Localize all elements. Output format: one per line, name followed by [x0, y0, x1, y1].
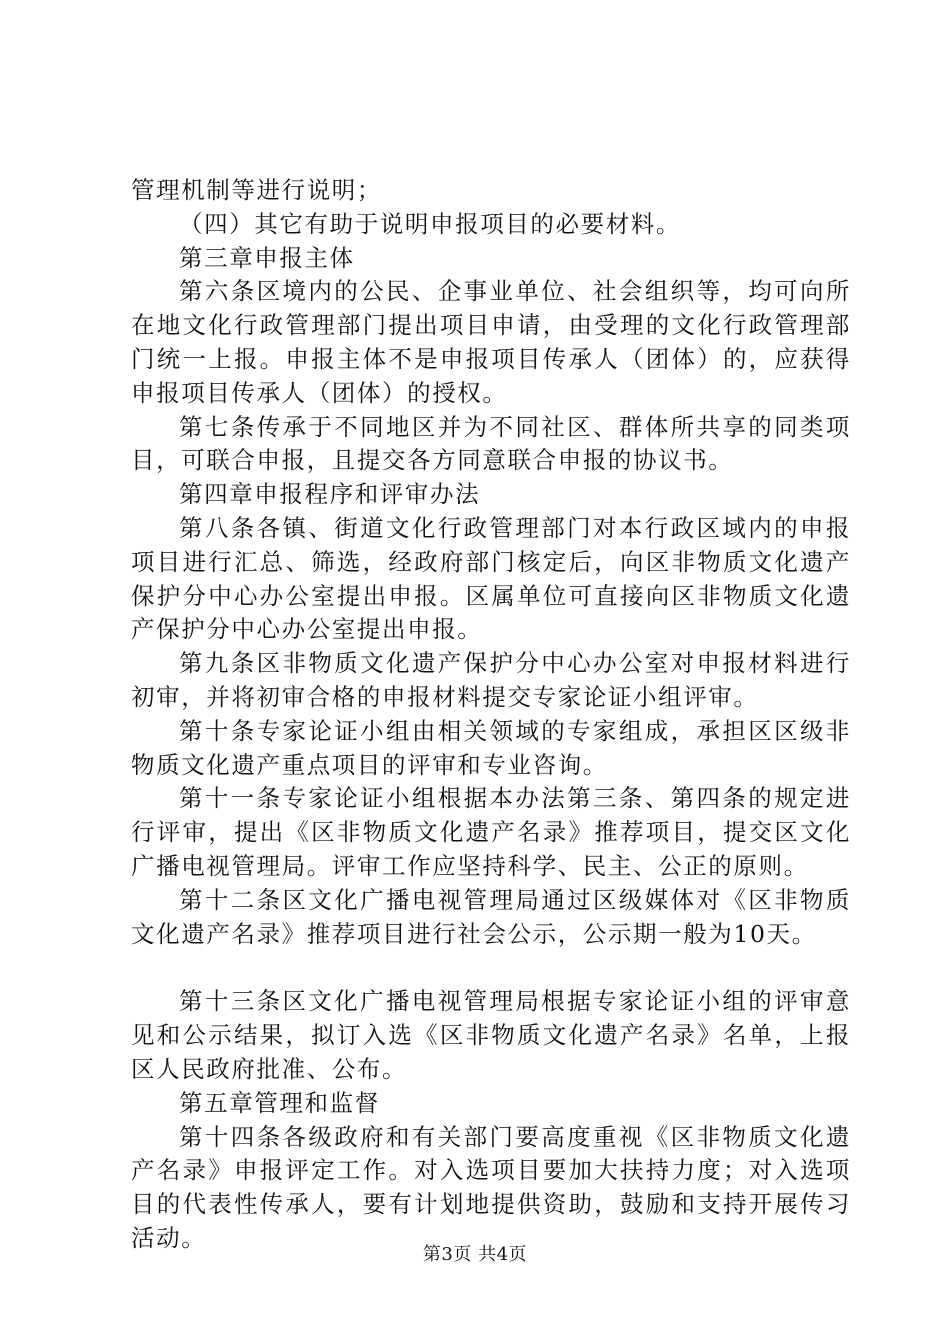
- paragraph: 管理机制等进行说明；: [131, 176, 382, 204]
- document-body: [131, 174, 851, 1256]
- blank-line: [131, 951, 851, 985]
- paragraph: 第十一条专家论证小组根据本办法第三条、第四条的规定进行评审，提出《区非物质文化遗产名录》推荐项目，提交区文化广播电视管理局。评审工作应坚持科学、民主、公正的原则。: [131, 784, 851, 880]
- paragraph: 第七条传承于不同地区并为不同社区、群体所共享的同类项目，可联合申报，且提交各方同意联合申报的协议书。: [131, 412, 851, 475]
- paragraph: 第十三条区文化广播电视管理局根据专家论证小组的评审意见和公示结果，拟订入选《区非物质文化遗产名录》名单，上报区人民政府批准、公布。: [131, 987, 851, 1083]
- paragraph: 第十条专家论证小组由相关领域的专家组成，承担区区级非物质文化遗产重点项目的评审和专业咨询。: [131, 716, 851, 779]
- paragraph: 第十四条各级政府和有关部门要高度重视《区非物质文化遗产名录》申报评定工作。对入选项目要加大扶持力度；对入选项目的代表性传承人，要有计划地提供资助，鼓励和支持开展传习活动。: [131, 1122, 851, 1252]
- chapter-heading: 第四章申报程序和评审办法: [179, 480, 481, 509]
- page-footer: 第3页 共4页: [422, 1244, 528, 1265]
- paragraph: 第九条区非物质文化遗产保护分中心办公室对申报材料进行初审，并将初审合格的申报材料提交专家论证小组评审。: [131, 649, 851, 711]
- chapter-heading: 第三章申报主体: [179, 243, 355, 272]
- chapter-heading: 第五章管理和监督: [179, 1088, 380, 1117]
- paragraph: 第六条区境内的公民、企事业单位、社会组织等，均可向所在地文化行政管理部门提出项目申请，由受理的文化行政管理部门统一上报。申报主体不是申报项目传承人（团体）的，应获得申报项目传承人（团体）的授权。: [131, 277, 851, 407]
- paragraph: （四）其它有助于说明申报项目的必要材料。: [179, 209, 681, 238]
- paragraph: 第八条各镇、街道文化行政管理部门对本行政区域内的申报项目进行汇总、筛选，经政府部门核定后，向区非物质文化遗产保护分中心办公室提出申报。区属单位可直接向区非物质文化遗产保护分中心办公室提出申报。: [131, 513, 851, 644]
- paragraph: 第十二条区文化广播电视管理局通过区级媒体对《区非物质文化遗产名录》推荐项目进行社会公示，公示期一般为10天。: [131, 885, 851, 948]
